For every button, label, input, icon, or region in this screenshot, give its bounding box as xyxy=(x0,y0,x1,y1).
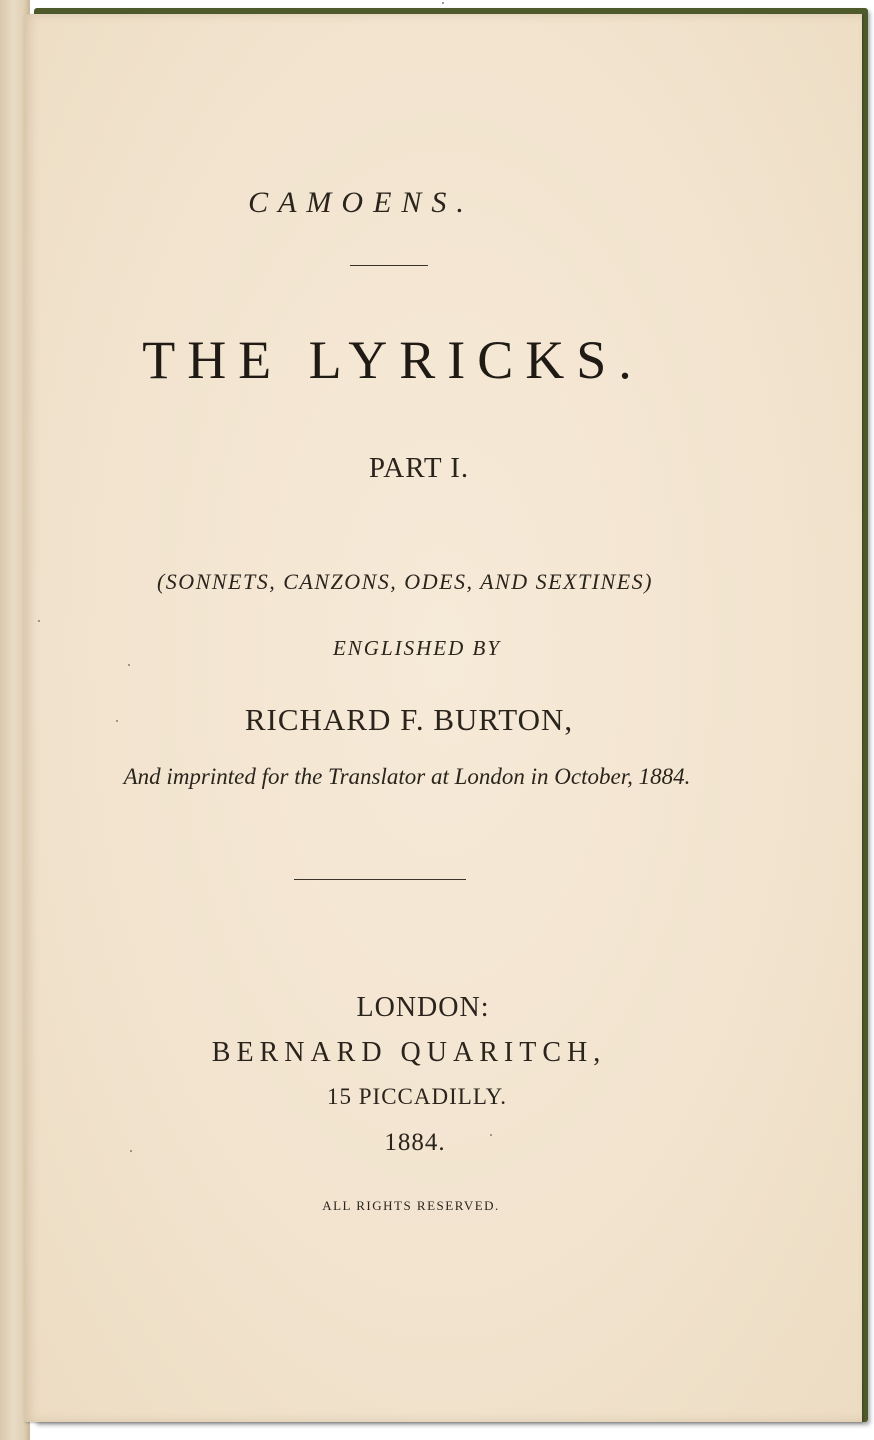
paper-speck xyxy=(38,620,40,622)
paper-speck xyxy=(128,664,130,666)
long-rule xyxy=(294,879,466,880)
paper-speck xyxy=(116,720,118,722)
contents-line: (SONNETS, CANZONS, ODES, AND SEXTINES) xyxy=(156,569,653,594)
paper-speck xyxy=(490,1134,492,1136)
publisher-address: 15 PICCADILLY. xyxy=(327,1084,507,1109)
imprint-note: And imprinted for the Translator at London in October, 1884. xyxy=(123,764,691,789)
rights-notice: ALL RIGHTS RESERVED. xyxy=(322,1198,500,1213)
title-page xyxy=(24,14,862,1422)
publisher-name: BERNARD QUARITCH, xyxy=(211,1037,607,1068)
short-rule xyxy=(350,265,428,266)
publisher-city: LONDON: xyxy=(356,992,490,1023)
englished-by-line: ENGLISHED BY xyxy=(332,636,502,660)
paper-speck xyxy=(442,2,444,4)
main-title: THE LYRICKS. xyxy=(142,330,644,390)
series-title: CAMOENS. xyxy=(248,186,474,219)
author-name: RICHARD F. BURTON, xyxy=(244,702,574,737)
publication-year: 1884. xyxy=(384,1129,446,1156)
paper-speck xyxy=(130,1150,132,1152)
part-label: PART I. xyxy=(368,452,470,484)
